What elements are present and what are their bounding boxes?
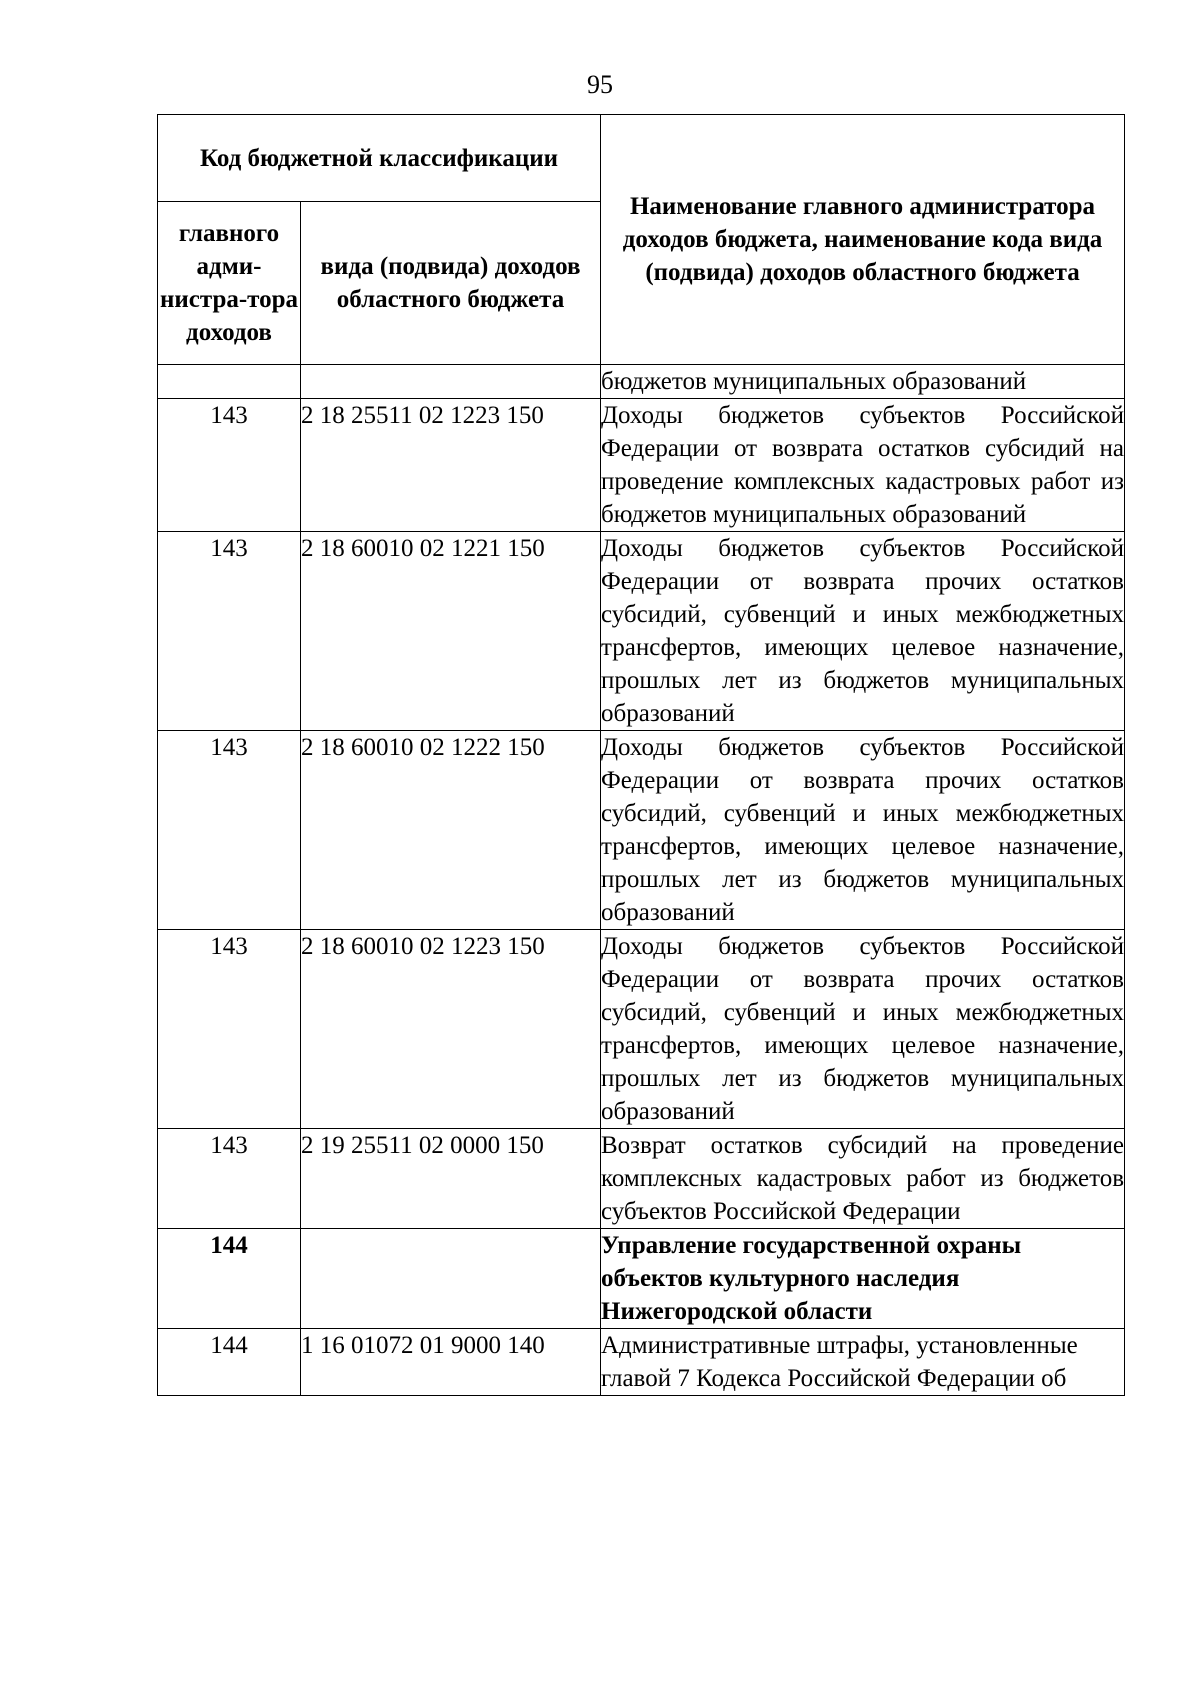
header-chief-administrator-label: главного адми-нистра-тора доходов [159, 220, 299, 346]
table-row-section-header [158, 1229, 1125, 1329]
cell-code: 2 19 25511 02 0000 150 [301, 1129, 601, 1229]
page-number: 95 [587, 70, 613, 99]
cell-code: 2 18 25511 02 1223 150 [301, 399, 601, 532]
cell-code [301, 1229, 601, 1329]
budget-classification-table [157, 114, 1125, 1396]
header-administrator-name: Наименование главного администратора доходов бюджета, наименование кода вида (подвида) доходов областного бюджета [601, 115, 1125, 365]
cell-name: Управление государственной охраны объектов культурного наследия Нижегородской области [601, 1229, 1125, 1329]
cell-code: 2 18 60010 02 1222 150 [301, 731, 601, 930]
table-row [158, 532, 1125, 731]
cell-name: Возврат остатков субсидий на проведение комплексных кадастровых работ из бюджетов субъектов Российской Федерации [601, 1129, 1125, 1229]
cell-name: Доходы бюджетов субъектов Российской Федерации от возврата прочих остатков субсидий, субвенций и иных межбюджетных трансфертов, имеющих целевое назначение, прошлых лет из бюджетов муниципальных образований [601, 532, 1125, 731]
cell-name: Доходы бюджетов субъектов Российской Федерации от возврата остатков субсидий на проведение комплексных кадастровых работ из бюджетов муниципальных образований [601, 399, 1125, 532]
table-body [158, 365, 1125, 1396]
cell-admin: 143 [158, 930, 301, 1129]
cell-name: бюджетов муниципальных образований [601, 365, 1125, 399]
cell-admin: 144 [158, 1229, 301, 1329]
cell-code [301, 365, 601, 399]
table-row [158, 365, 1125, 399]
cell-name: Административные штрафы, установленные главой 7 Кодекса Российской Федерации об [601, 1329, 1125, 1396]
header-revenue-type-code [301, 202, 601, 365]
header-revenue-type-code-label: вида (подвида) доходов областного бюджета [320, 253, 581, 313]
header-chief-administrator [158, 202, 301, 365]
cell-name: Доходы бюджетов субъектов Российской Федерации от возврата прочих остатков субсидий, субвенций и иных межбюджетных трансфертов, имеющих целевое назначение, прошлых лет из бюджетов муниципальных образований [601, 930, 1125, 1129]
table-row [158, 1329, 1125, 1396]
cell-admin: 144 [158, 1329, 301, 1396]
cell-admin: 143 [158, 1129, 301, 1229]
cell-admin [158, 365, 301, 399]
cell-admin: 143 [158, 532, 301, 731]
cell-admin: 143 [158, 399, 301, 532]
table-row [158, 399, 1125, 532]
cell-admin: 143 [158, 731, 301, 930]
cell-code: 2 18 60010 02 1221 150 [301, 532, 601, 731]
cell-code: 2 18 60010 02 1223 150 [301, 930, 601, 1129]
cell-code: 1 16 01072 01 9000 140 [301, 1329, 601, 1396]
table-row [158, 1129, 1125, 1229]
table-row [158, 930, 1125, 1129]
table-row [158, 731, 1125, 930]
header-budget-classification-code: Код бюджетной классификации [158, 115, 601, 202]
cell-name: Доходы бюджетов субъектов Российской Федерации от возврата прочих остатков субсидий, субвенций и иных межбюджетных трансфертов, имеющих целевое назначение, прошлых лет из бюджетов муниципальных образований [601, 731, 1125, 930]
table-header [158, 115, 1125, 365]
